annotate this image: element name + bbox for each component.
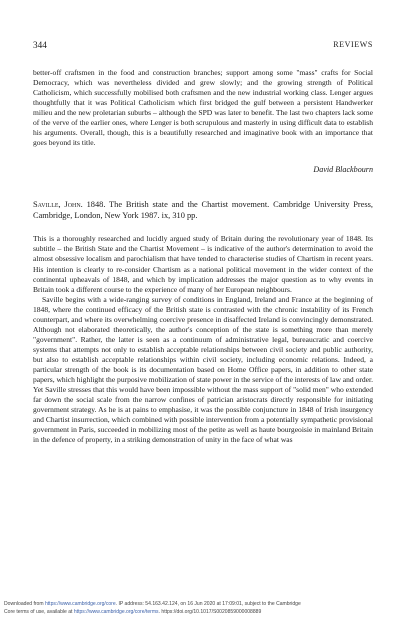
review-author: Saville, John. — [33, 200, 83, 210]
review-book-details: 1848. The British state and the Chartist movement. Cambridge University Press, Cambridge, London, New York 1987. ix, 310 pp. — [33, 200, 373, 221]
download-prefix: Downloaded from — [4, 601, 44, 607]
cambridge-core-link[interactable]: https://www.cambridge.org/core — [44, 601, 116, 607]
review-paragraph-2: Saville begins with a wide-ranging survey of conditions in England, Ireland and France at the beginning of 1848, where the continued efficacy of the British state is contrasted with the chronic instability of its French counterpart, and where its overwhelming coercive presence in disaffected Ireland is convincingly demonstrated. Although not elaborated theoretically, the author's conception of the state is something more than merely "government". Rather, the latter is seen as a continuum of administrative legal, bureaucratic and coercive systems that attempts not only to establish acceptable relationships between civil society and public authority, but also to establish acceptable relationships within civil society, including economic relations. Indeed, a particular strength of the book is its documentation based on Home Office papers, in addition to other state papers, which highlight the purposive mobilization of state power in the service of the interests of law and order. Yet Saville stresses that this would have been impossible without the mass support of "solid men" who extended far down the social scale from the narrow confines of patrician aristocrats directly responsible for initiating government strategy. As he is at pains to emphasise, it was the possible conjuncture in 1848 of Irish insurgency and Chartist insurrection, which combined with possible intervention from a potentially sympathetic provisional government in Paris, succeeded in mobilizing most of the petite as well as haute bourgeoisie in mainland Britain in the defence of property, in a striking demonstration of unity in the face of what was — [33, 294, 373, 445]
review-body — [33, 234, 373, 445]
review-section — [33, 199, 373, 445]
reviewer-signature: David Blackbourn — [313, 165, 373, 175]
previous-review-end — [33, 68, 373, 174]
running-header — [33, 40, 373, 54]
journal-page — [33, 40, 373, 445]
terms-link[interactable]: https://www.cambridge.org/core/terms — [73, 608, 159, 615]
previous-review-text: better-off craftsmen in the food and construction branches; support among some "mass" crafts for Social Democracy, which was nevertheless divided and grew slowly; and the growing strength of Political Catholicism, which successfully mobilised both craftsmen and the new industrial working class. Lenger argues thoughtfully that it was Political Catholicism which first bridged the gulf between a persistent Handwerker milieu and the new proletarian suburbs – although the SPD was later to benefit. The last two chapters lack some of the verve of the earlier ones, where Lenger is both scrupulous and masterly in using difficult data to establish his arguments. Overall, though, this is a beautifully researched and imaginative book with an importance that goes beyond its title. — [33, 68, 373, 148]
download-details: . IP address: 54.163.42.124, on 16 Jun 2020 at 17:09:01, subject to the Cambridge — [115, 601, 301, 607]
download-footer — [4, 601, 400, 616]
terms-prefix: Core terms of use, available at — [4, 608, 73, 615]
doi-text: . https://doi.org/10.1017/S0020859000008889 — [158, 608, 262, 615]
journal-section-title: REVIEWS — [333, 40, 373, 49]
review-paragraph-1: This is a thoroughly researched and lucidly argued study of Britain during the revolutionary year of 1848. Its subtitle – the British State and the Chartist Movement – is indicative of the author's determination to avoid the almost obsessive localism and parochialism that have tended to characterise studies of Chartism in recent years. His intention is clearly to re-consider Chartism as a national political movement in the wider context of the continental upheavals of 1848, and which by implication addresses the major question as to why events in Britain took a different course to the experience of many of her European neighbours. — [33, 234, 373, 294]
review-citation — [33, 199, 373, 221]
page-number: 344 — [33, 40, 47, 50]
